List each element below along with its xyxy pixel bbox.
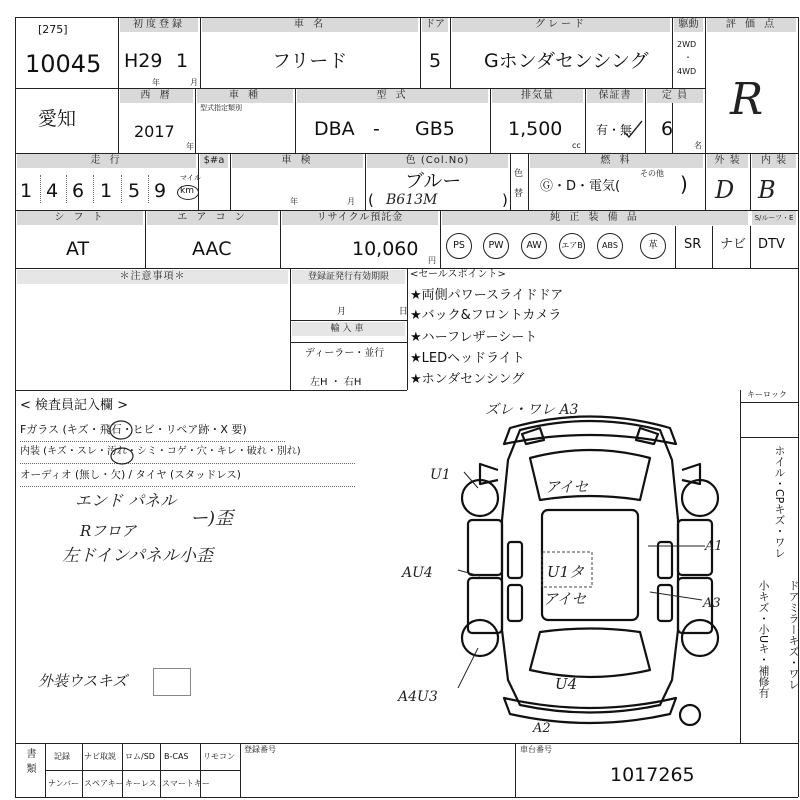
first-reg-month: 1 <box>176 50 189 72</box>
shift-value: AT <box>66 238 90 260</box>
equipment-circled: ABS <box>597 233 623 259</box>
lot-number: 10045 <box>25 50 102 78</box>
inspector-handnote-2: Rフロア <box>80 522 137 540</box>
footer-doc-item: B-CAS <box>164 752 189 761</box>
registration-number-label: 登録番号 <box>244 745 276 754</box>
fuel-header: 燃 料 <box>530 154 703 168</box>
exterior-grade: D <box>715 176 735 204</box>
inspector-handnote-3: ー)歪 <box>190 508 234 529</box>
evaluation-header: 評 価 点 <box>707 18 796 32</box>
equipment-circled: エアB <box>559 233 585 259</box>
registration-month-day: 月 日 <box>337 307 408 317</box>
inspector-line-audio: オーディオ (無し・欠) / タイヤ (スタッドレス) <box>20 469 241 481</box>
diagram-label-aiutase-bottom: アイセ <box>543 590 587 608</box>
diagram-label-a2: A2 <box>533 721 551 736</box>
first-reg-header: 初度登録 <box>120 18 198 32</box>
unit-year: 年 <box>152 78 160 87</box>
mileage-digit: 1 <box>20 180 33 202</box>
inspector-handnote-1: エンド パネル <box>75 491 177 510</box>
year-western-header: 西 暦 <box>120 89 193 103</box>
equipment-plain: DTV <box>758 237 785 252</box>
sales-point-item: ★バック&フロントカメラ <box>410 308 562 323</box>
displacement-header: 排気量 <box>492 89 583 103</box>
registration-header: 登録証発行有効期限 <box>292 270 405 284</box>
inspector-line-interior: 内装 (キズ・スレ・汚れ・シミ・コゲ・穴・キレ・破れ・別れ) <box>20 446 301 457</box>
unit-cc: cc <box>572 141 581 150</box>
warranty-choice-mark <box>620 118 646 140</box>
unit-yen: 円 <box>428 256 436 265</box>
drive-dot: ・ <box>684 53 692 62</box>
inspector-title: < 検査員記入欄 > <box>20 398 129 413</box>
grade-value: Gホンダセンシング <box>484 50 649 72</box>
model-code-value: GB5 <box>415 118 455 140</box>
footer-doc-item: ナビ取説 <box>84 752 116 761</box>
fuel-value: Ⓖ・D・電気( <box>540 179 621 194</box>
sales-point-item: ★両側パワースライドドア <box>410 288 564 303</box>
interior-grade: B <box>758 176 776 204</box>
drive-header: 駆動 <box>674 18 703 32</box>
diagram-label-top: ズレ・ワレ A3 <box>485 402 579 418</box>
grade-header: グレード <box>452 18 670 32</box>
unit-year-3: 年 <box>290 197 298 206</box>
equipment-plain: SR <box>684 237 702 252</box>
mileage-digit: 1 <box>100 180 113 202</box>
footer-doc-item: ロム/SD <box>125 752 155 761</box>
year-western-value: 2017 <box>134 122 175 141</box>
unit-mei: 名 <box>694 141 702 150</box>
model-dash: - <box>373 118 380 140</box>
warranty-header: 保証書 <box>587 89 643 103</box>
footer-doc-item: スマートキー <box>162 779 210 788</box>
interior-header: 内 装 <box>752 154 796 168</box>
unit-year-2: 年 <box>186 142 194 151</box>
warranty-value: 有・無 <box>596 123 633 137</box>
region: 愛知 <box>38 108 77 130</box>
color-name: ブルー <box>405 170 462 192</box>
footer-doc-item: ナンバー <box>48 779 80 788</box>
mileage-digit: 5 <box>128 180 141 202</box>
car-name-header: 車 名 <box>202 18 418 32</box>
recycle-header: リサイクル預託金 <box>282 211 438 225</box>
equipment-circled: AW <box>521 233 547 259</box>
color-code: B613M <box>386 192 438 208</box>
diagram-label-au4: AU4 <box>402 565 433 581</box>
shift-header: シ フ ト <box>17 211 143 225</box>
side-note-mirror: ドアミラーキズ・ワレ <box>787 580 800 690</box>
displacement-value: 1,500 <box>508 118 563 140</box>
recycle-fee: 10,060 <box>352 238 419 260</box>
mileage-header: 走 行 <box>17 154 196 168</box>
exterior-header: 外 装 <box>707 154 748 168</box>
car-damage-diagram <box>440 400 740 740</box>
sales-point-item: ★ハーフレザーシート <box>410 330 538 345</box>
inspector-handnote-5: 外装ウスキズ <box>38 672 128 690</box>
import-header: 輸入車 <box>292 322 405 336</box>
chassis-number-label: 車台番号 <box>520 745 552 754</box>
color-code-paren-open: ( <box>368 191 374 209</box>
equipment-plain: ナビ <box>720 237 747 252</box>
sales-point-item: ★ホンダセンシング <box>410 372 525 387</box>
footer-doc-item: キーレス <box>125 779 157 788</box>
mile-label: マイル <box>180 174 201 182</box>
fuel-other-label: その他 <box>640 169 664 178</box>
door-header: ドア <box>422 18 448 32</box>
model-prefix: DBA <box>314 118 355 140</box>
chassis-number: 1017265 <box>610 764 695 786</box>
aircon-header: エ ア コ ン <box>147 211 278 225</box>
inspector-handnote-4: 左ドインパネル小歪 <box>62 546 213 566</box>
diagram-label-u1-left: U1 <box>430 467 451 483</box>
drive-4wd: 4WD <box>677 67 697 76</box>
inspector-circle-marks <box>100 418 170 468</box>
meter-swap-header: $#a <box>200 154 228 168</box>
diagram-label-u1-center: U1タ <box>547 563 585 581</box>
diagram-label-aiutase-top: アイセ <box>545 478 589 496</box>
color-change-top: 色 <box>514 169 524 179</box>
car-name-value: フリード <box>272 50 348 72</box>
sales-point-item: ★LEDヘッドライト <box>410 351 525 366</box>
steering-side: 左H ・ 右H <box>310 377 362 388</box>
lot-bracket: [275] <box>38 23 68 36</box>
diagram-label-a1: A1 <box>705 539 723 554</box>
diagram-label-a4u3: A4U3 <box>398 689 438 705</box>
equipment-circled: PW <box>483 233 509 259</box>
vehicle-type-header: 車 種 <box>197 89 293 103</box>
equipment-circled: PS <box>446 233 472 259</box>
mileage-digit: 9 <box>154 180 167 202</box>
model-designation-label: 型式指定類別 <box>200 104 242 112</box>
side-note-wheel: ホイル・CPキズ・ワレ <box>773 445 786 559</box>
unit-month-2: 月 <box>347 197 355 206</box>
caution-header: ＊注意事項＊ <box>17 270 288 284</box>
sunroof-header: S/ルーフ・E <box>752 211 796 225</box>
model-code-header: 型 式 <box>297 89 488 103</box>
color-header: 色 (Col.No) <box>367 154 508 168</box>
footer-doc-item: スペアキー <box>84 779 124 788</box>
side-note-scratch: 小キズ・小Uキ・補修有 <box>757 580 770 699</box>
km-label: km <box>180 186 194 196</box>
mileage-digit: 4 <box>46 180 59 202</box>
dealer-parallel: ディーラー・並行 <box>305 348 385 359</box>
drive-2wd: 2WD <box>677 40 697 49</box>
aircon-value: AAC <box>192 238 232 260</box>
inspection-header: 車 検 <box>232 154 363 168</box>
door-count: 5 <box>429 50 442 72</box>
diagram-label-u4: U4 <box>555 675 578 693</box>
mileage-digit: 6 <box>72 180 85 202</box>
key-lock-label: キーロック <box>747 390 787 399</box>
footer-doc-item: リモコン <box>203 752 235 761</box>
stamp-box <box>153 668 191 696</box>
equipment-header: 純 正 装 備 品 <box>442 211 748 225</box>
documents-label: 書類 <box>24 748 35 778</box>
sales-point-header: <セールスポイント> <box>410 269 506 280</box>
capacity-value: 6 <box>661 118 674 140</box>
equipment-circled: 革 <box>640 233 666 259</box>
color-code-paren-close: ) <box>502 191 508 209</box>
first-reg-era-year: H29 <box>124 50 163 72</box>
evaluation-score: R <box>730 74 764 125</box>
unit-month: 月 <box>190 78 198 87</box>
diagram-label-a3: A3 <box>703 596 721 611</box>
color-change-bottom: 替 <box>514 189 524 199</box>
capacity-header: 定 員 <box>647 89 703 103</box>
footer-doc-item: 記録 <box>54 752 70 761</box>
inspector-line-glass: Fガラス (キズ・飛石・ヒビ・リペア跡・X 要) <box>20 423 247 436</box>
fuel-close: ) <box>680 172 688 196</box>
